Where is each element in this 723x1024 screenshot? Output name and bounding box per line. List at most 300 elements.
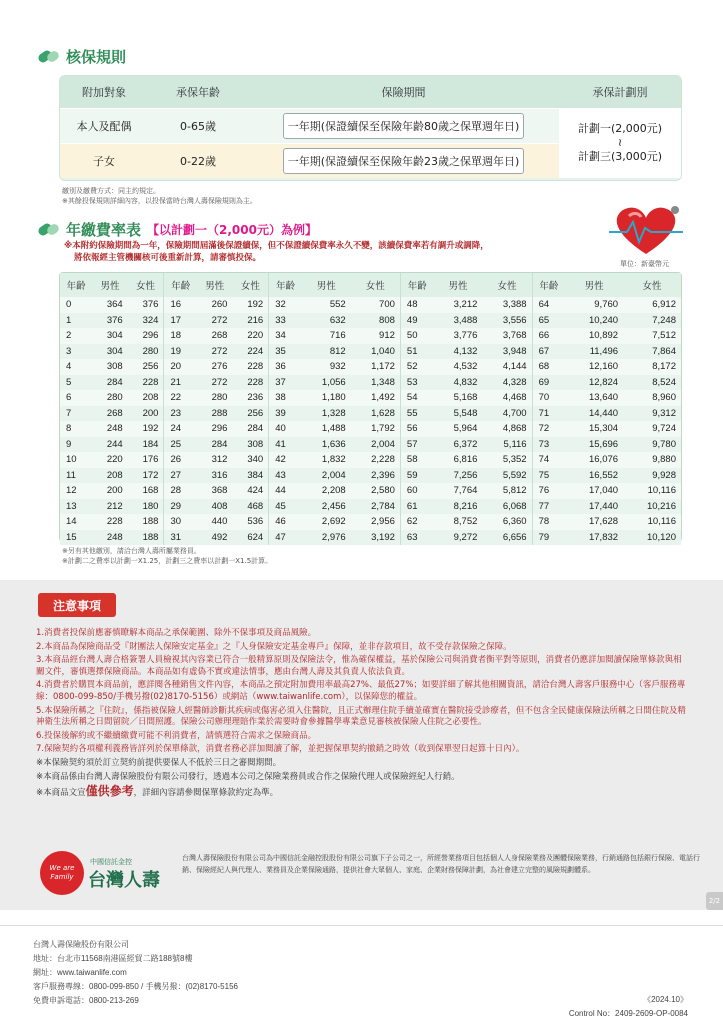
divider	[0, 925, 723, 926]
female-rate-cell: 172	[128, 468, 164, 484]
male-rate-cell: 10,240	[565, 313, 623, 329]
female-rate-cell: 7,512	[652, 330, 676, 342]
male-rate-cell: 268	[211, 330, 228, 342]
male-rate-cell: 11,496	[565, 344, 623, 360]
table-row	[60, 313, 681, 329]
female-rate-cell: 180	[128, 499, 164, 515]
female-rate-cell: 192	[142, 423, 159, 435]
period-cell: 一年期(保證續保至保險年齡80歲之保單週年日)	[283, 113, 525, 139]
col-header: 年齡	[60, 273, 92, 297]
table-row	[60, 297, 681, 313]
male-rate-cell: 272	[197, 344, 232, 360]
age-cell: 76	[532, 483, 565, 499]
female-rate-cell: 6,656	[482, 530, 532, 546]
age-cell: 1	[60, 313, 92, 329]
age-cell: 46	[269, 514, 302, 530]
age-cell: 47	[269, 530, 302, 546]
male-rate-cell: 1,180	[321, 392, 346, 404]
male-rate-cell: 212	[92, 499, 127, 515]
female-rate-cell: 1,040	[351, 344, 401, 360]
female-rate-cell: 8,172	[652, 361, 676, 373]
female-rate-cell: 700	[379, 299, 395, 311]
age-cell: 9	[60, 437, 92, 453]
age-cell: 19	[164, 344, 197, 360]
male-rate-cell: 312	[211, 454, 228, 466]
notice-item: 1.消費者投保前應審慎瞭解本商品之承保範圍、除外不保事項及商品風險。	[36, 628, 317, 638]
male-rate-cell: 4,132	[434, 344, 483, 360]
female-rate-cell: 324	[128, 313, 164, 329]
male-rate-cell: 6,372	[434, 437, 483, 453]
male-rate-cell: 17,040	[588, 485, 619, 497]
female-rate-cell: 2,396	[351, 468, 401, 484]
col-header: 年齡	[269, 273, 302, 297]
female-rate-cell: 1,492	[371, 392, 395, 404]
age-cell: 10	[66, 454, 77, 466]
age-cell: 42	[269, 452, 302, 468]
female-rate-cell: 5,352	[502, 454, 527, 466]
notice-item: 6.投保後解約或不繼續繳費可能不利消費者，請慎選符合需求之保險商品。	[36, 730, 317, 741]
age-cell: 49	[400, 313, 433, 329]
male-rate-cell: 16,076	[588, 454, 619, 466]
male-rate-cell: 364	[106, 299, 123, 311]
col-header: 男性	[434, 273, 483, 297]
target-cell: 本人及配偶	[60, 108, 148, 143]
male-rate-cell: 272	[197, 375, 232, 391]
male-rate-cell: 17,440	[565, 499, 623, 515]
table-row	[60, 530, 681, 546]
female-rate-cell: 624	[232, 530, 268, 546]
period-cell: 一年期(保證續保至保險年齡23歲之保單週年日)	[283, 148, 525, 174]
age-cell: 66	[532, 328, 565, 344]
age-cell: 34	[269, 328, 302, 344]
col-header: 女性	[128, 273, 164, 297]
male-rate-cell: 14,440	[565, 406, 623, 422]
female-rate-cell: 10,116	[647, 485, 676, 497]
female-rate-cell: 340	[247, 454, 264, 466]
plan-line: 計劃一(2,000元)	[577, 122, 663, 136]
male-rate-cell: 2,692	[321, 516, 346, 528]
age-cell: 35	[269, 344, 302, 360]
male-rate-cell: 4,532	[453, 361, 478, 373]
rules-notes: 繳別及繳費方式：同主約規定。 ※其餘投保規則詳細內容，以投保當時台灣人壽保險規則為主。	[62, 187, 257, 205]
male-rate-cell: 9,760	[594, 299, 619, 311]
age-cell: 23	[164, 406, 197, 422]
female-rate-cell: 296	[142, 330, 159, 342]
age-cell: 56	[400, 421, 433, 437]
age-cell: 12	[66, 485, 77, 497]
notice-reference: ※本商品文宣僅供參考，詳細內容請參閱保單條款約定為準。	[36, 784, 279, 799]
age-cell: 59	[400, 468, 433, 484]
female-rate-cell: 536	[247, 516, 264, 528]
age-cell: 60	[400, 483, 433, 499]
male-rate-cell: 284	[92, 375, 127, 391]
male-rate-cell: 492	[197, 530, 232, 546]
age-cell: 32	[269, 297, 302, 313]
table-row	[60, 108, 681, 143]
female-rate-cell: 1,628	[351, 406, 401, 422]
male-rate-cell: 276	[211, 361, 228, 373]
male-rate-cell: 632	[302, 313, 351, 329]
age-cell: 69	[532, 375, 565, 391]
age-cell: 77	[532, 499, 565, 515]
female-rate-cell: 228	[128, 375, 164, 391]
female-rate-cell: 10,216	[623, 499, 681, 515]
female-rate-cell: 208	[142, 392, 159, 404]
brand-name: 台灣人壽	[88, 870, 160, 891]
table-row	[60, 437, 681, 453]
section-title-premium: 年繳費率表 【以計劃一（2,000元）為例】	[36, 219, 317, 240]
age-cell: 24	[164, 421, 197, 437]
table-row	[60, 483, 681, 499]
unit-label: 單位：新臺幣元	[620, 260, 669, 268]
female-rate-cell: 308	[232, 437, 268, 453]
age-cell: 0-65歲	[148, 108, 248, 143]
col-header: 女性	[623, 273, 681, 297]
age-cell: 52	[400, 359, 433, 375]
brand-badge-icon: We are Family	[40, 851, 84, 895]
table-row	[60, 406, 681, 422]
underwriting-rules-table	[59, 75, 682, 181]
age-cell: 15	[60, 530, 92, 546]
premium-notes: ※另有其他繳別，請洽台灣人壽所屬業務員。 ※計劃二之費率以計劃一X1.25，計劃三之費率以計劃一X1.5計算。	[62, 547, 273, 565]
notice-item: 7.保險契約各項權利義務皆詳列於保單條款，消費者務必詳加閱讀了解，並把握保單契約撤銷之時效（收到保單翌日起算十日內）。	[36, 744, 525, 755]
female-rate-cell: 176	[142, 454, 159, 466]
age-cell: 0-22歲	[148, 143, 248, 178]
age-cell: 36	[269, 359, 302, 375]
col-header: 男性	[565, 273, 623, 297]
male-rate-cell: 7,256	[434, 468, 483, 484]
age-cell: 39	[269, 406, 302, 422]
col-header: 女性	[482, 273, 532, 297]
age-cell: 3	[60, 344, 92, 360]
female-rate-cell: 384	[232, 468, 268, 484]
male-rate-cell: 272	[197, 313, 232, 329]
table-row	[60, 375, 681, 391]
age-cell: 54	[400, 390, 433, 406]
age-cell: 6	[66, 392, 72, 404]
male-rate-cell: 16,552	[565, 468, 623, 484]
male-rate-cell: 268	[92, 406, 127, 422]
male-rate-cell: 376	[92, 313, 127, 329]
male-rate-cell: 3,488	[434, 313, 483, 329]
col-header: 男性	[197, 273, 232, 297]
age-cell: 41	[269, 437, 302, 453]
male-rate-cell: 8,752	[453, 516, 478, 528]
footer-date: 《2024.10》	[643, 995, 688, 1004]
male-rate-cell: 296	[211, 423, 228, 435]
age-cell: 16	[164, 297, 197, 313]
female-rate-cell: 7,248	[623, 313, 681, 329]
female-rate-cell: 8,960	[652, 392, 676, 404]
male-rate-cell: 3,212	[453, 299, 478, 311]
table-row	[60, 421, 681, 437]
table-row	[60, 499, 681, 515]
female-rate-cell: 6,912	[652, 299, 676, 311]
age-cell: 26	[164, 452, 197, 468]
male-rate-cell: 716	[329, 330, 346, 342]
plan-line: 計劃三(3,000元)	[577, 150, 663, 164]
col-header: 女性	[232, 273, 268, 297]
age-cell: 79	[532, 530, 565, 546]
male-rate-cell: 12,824	[565, 375, 623, 391]
male-rate-cell: 4,832	[434, 375, 483, 391]
male-rate-cell: 13,640	[588, 392, 619, 404]
male-rate-cell: 280	[211, 392, 228, 404]
section-title-underwriting: 核保規則	[36, 46, 126, 67]
age-cell: 11	[60, 468, 92, 484]
male-rate-cell: 15,696	[565, 437, 623, 453]
male-rate-cell: 2,976	[302, 530, 351, 546]
age-cell: 74	[532, 452, 565, 468]
female-rate-cell: 9,928	[623, 468, 681, 484]
female-rate-cell: 4,144	[502, 361, 527, 373]
age-cell: 63	[400, 530, 433, 546]
male-rate-cell: 288	[197, 406, 232, 422]
female-rate-cell: 188	[142, 516, 159, 528]
age-cell: 55	[400, 406, 433, 422]
male-rate-cell: 316	[197, 468, 232, 484]
col-header: 承保計劃別	[559, 76, 681, 108]
table-row	[60, 468, 681, 484]
male-rate-cell: 440	[211, 516, 228, 528]
section-subtitle: 【以計劃一（2,000元）為例】	[147, 223, 317, 237]
notice-tag: 注意事項	[38, 593, 116, 617]
notice-extra: ※本保險契約須於訂立契約前提供要保人不低於三日之審閱期間。	[36, 757, 282, 768]
notice-item: 2.本商品為保險商品受『財團法人保險安定基金』之『人身保險安定基金專戶』保障，並非存款項目，故不受存款保險之保障。	[36, 641, 512, 652]
male-rate-cell: 200	[106, 485, 123, 497]
age-cell: 29	[164, 499, 197, 515]
female-rate-cell: 4,868	[502, 423, 527, 435]
female-rate-cell: 224	[232, 344, 268, 360]
female-rate-cell: 468	[232, 499, 268, 515]
male-rate-cell: 260	[211, 299, 228, 311]
female-rate-cell: 4,328	[482, 375, 532, 391]
male-rate-cell: 1,328	[302, 406, 351, 422]
age-cell: 33	[269, 313, 302, 329]
male-rate-cell: 244	[92, 437, 127, 453]
plan-line: ≀	[617, 136, 623, 150]
female-rate-cell: 9,312	[623, 406, 681, 422]
male-rate-cell: 1,488	[321, 423, 346, 435]
footer-info: 台灣人壽保險股份有限公司 地址：台北市11568南港區經貿二路188號8樓 網址：www.taiwanlife.com 客戶服務專線：0800-099-850 / 手機另撥：(02)8170-5156 免費申訴電話：0800-213-269	[33, 940, 238, 1005]
male-rate-cell: 17,832	[565, 530, 623, 546]
age-cell: 0	[66, 299, 72, 311]
age-cell: 44	[269, 483, 302, 499]
age-cell: 30	[164, 514, 197, 530]
male-rate-cell: 8,216	[434, 499, 483, 515]
age-cell: 67	[532, 344, 565, 360]
age-cell: 25	[164, 437, 197, 453]
age-cell: 37	[269, 375, 302, 391]
female-rate-cell: 3,192	[351, 530, 401, 546]
capsule-icon	[36, 48, 62, 66]
age-cell: 13	[60, 499, 92, 515]
female-rate-cell: 1,172	[371, 361, 395, 373]
female-rate-cell: 424	[247, 485, 264, 497]
male-rate-cell: 248	[92, 530, 127, 546]
female-rate-cell: 168	[142, 485, 159, 497]
page-marker: 2/2	[706, 892, 723, 910]
male-rate-cell: 5,168	[453, 392, 478, 404]
age-cell: 72	[532, 421, 565, 437]
age-cell: 22	[164, 390, 197, 406]
female-rate-cell: 2,956	[371, 516, 395, 528]
age-cell: 5	[60, 375, 92, 391]
premium-rate-table	[59, 272, 682, 542]
male-rate-cell: 2,208	[321, 485, 346, 497]
notice-list	[36, 628, 690, 802]
target-cell: 子女	[60, 143, 148, 178]
age-cell: 73	[532, 437, 565, 453]
female-rate-cell: 236	[247, 392, 264, 404]
female-rate-cell: 228	[232, 375, 268, 391]
female-rate-cell: 188	[128, 530, 164, 546]
notice-item: 4.消費者於購買本商品前，應詳閱各種銷售文件內容，本商品之預定附加費用率最高27%、最低27%；如要詳細了解其他相關資訊，請洽台灣人壽客戶服務中心（客戶服務專線：0800-099-850/手機另撥(02)8170-5156）或網站（www.taiwanlife.com），以保障您的權益。	[36, 680, 686, 702]
female-rate-cell: 5,116	[482, 437, 532, 453]
age-cell: 43	[269, 468, 302, 484]
female-rate-cell: 220	[247, 330, 264, 342]
col-header: 年齡	[164, 273, 197, 297]
male-rate-cell: 12,160	[588, 361, 619, 373]
age-cell: 7	[60, 406, 92, 422]
male-rate-cell: 304	[106, 330, 123, 342]
female-rate-cell: 6,360	[502, 516, 527, 528]
male-rate-cell: 208	[92, 468, 127, 484]
female-rate-cell: 5,812	[502, 485, 527, 497]
female-rate-cell: 3,388	[502, 299, 527, 311]
female-rate-cell: 912	[379, 330, 395, 342]
female-rate-cell: 3,948	[482, 344, 532, 360]
age-cell: 27	[164, 468, 197, 484]
notice-extra: ※本商品係由台灣人壽保險股份有限公司發行，透過本公司之保險業務員或合作之保險代理人或保險經紀人行銷。	[36, 771, 460, 782]
table-row	[60, 344, 681, 360]
age-cell: 61	[400, 499, 433, 515]
male-rate-cell: 552	[329, 299, 346, 311]
male-rate-cell: 308	[106, 361, 123, 373]
age-cell: 75	[532, 468, 565, 484]
table-row	[60, 452, 681, 468]
female-rate-cell: 284	[247, 423, 264, 435]
notice-item: 5.本保險所稱之『住院』，係指被保險人經醫師診斷其疾病或傷害必須入住醫院，且正式辦理住院手續並確實在醫院接受診療者，但不包含全民健康保險法所稱之日間住院及精神衛生法所稱之日間留院／日間照護。保險公司辦理理賠作業於需要時會參據醫學專業意見審核被保險人住院之必要性。	[36, 705, 686, 728]
male-rate-cell: 5,548	[434, 406, 483, 422]
age-cell: 20	[164, 359, 197, 375]
col-header: 保險期間	[248, 76, 559, 108]
female-rate-cell: 2,004	[351, 437, 401, 453]
female-rate-cell: 1,792	[371, 423, 395, 435]
male-rate-cell: 284	[197, 437, 232, 453]
female-rate-cell: 280	[128, 344, 164, 360]
male-rate-cell: 2,456	[302, 499, 351, 515]
female-rate-cell: 192	[247, 299, 264, 311]
male-rate-cell: 10,892	[588, 330, 619, 342]
col-header: 男性	[92, 273, 127, 297]
age-cell: 14	[66, 516, 77, 528]
male-rate-cell: 7,764	[453, 485, 478, 497]
age-cell: 51	[400, 344, 433, 360]
female-rate-cell: 376	[142, 299, 159, 311]
female-rate-cell: 2,784	[351, 499, 401, 515]
female-rate-cell: 184	[128, 437, 164, 453]
male-rate-cell: 1,056	[302, 375, 351, 391]
female-rate-cell: 256	[232, 406, 268, 422]
male-rate-cell: 280	[106, 392, 123, 404]
age-cell: 53	[400, 375, 433, 391]
female-rate-cell: 1,348	[351, 375, 401, 391]
female-rate-cell: 9,780	[623, 437, 681, 453]
female-rate-cell: 10,116	[647, 516, 676, 528]
male-rate-cell: 408	[197, 499, 232, 515]
footer-control-no: Control No：2409-2609-OP-0084	[568, 1009, 688, 1018]
female-rate-cell: 9,724	[652, 423, 676, 435]
premium-disclaimer: ※本附約保險期間為一年，保險期間屆滿後保證續保，但不保證續保費率永久不變，該續保費率若有調升或調降， 將依報經主管機關核可後重新計算，請審慎投保。	[64, 241, 489, 263]
brand-description: 台灣人壽保險股份有限公司為中國信託金融控股股份有限公司旗下子公司之一，所經營業務項目包括個人人身保險業務及團體保險業務，行銷通路包括銀行保險、電話行銷、保險經紀人與代理人、業務員及企業保險通路，提供社會大眾個人、家庭、企業財務保障計劃，為社會建立完整的風險規劃體系。	[182, 854, 700, 874]
male-rate-cell: 5,964	[453, 423, 478, 435]
age-cell: 71	[532, 406, 565, 422]
female-rate-cell: 3,556	[482, 313, 532, 329]
female-rate-cell: 3,768	[502, 330, 527, 342]
notice-item: 3.本商品經台灣人壽合格簽署人員檢視其內容業已符合一般精算原則及保險法令，惟為確保權益，基於保險公司與消費者衡平對等原則，消費者仍應詳加閱讀保險單條款與相關文件，審慎選擇保險商品。本商品如有虛偽不實或違法情事，應由台灣人壽及其負責人依法負責。	[36, 655, 682, 677]
male-rate-cell: 3,776	[453, 330, 478, 342]
age-cell: 58	[400, 452, 433, 468]
female-rate-cell: 2,228	[371, 454, 395, 466]
male-rate-cell: 932	[329, 361, 346, 373]
female-rate-cell: 9,880	[652, 454, 676, 466]
age-cell: 31	[164, 530, 197, 546]
female-rate-cell: 5,592	[482, 468, 532, 484]
age-cell: 21	[164, 375, 197, 391]
male-rate-cell: 368	[211, 485, 228, 497]
female-rate-cell: 200	[128, 406, 164, 422]
col-header: 女性	[351, 273, 401, 297]
age-cell: 64	[532, 297, 565, 313]
col-header: 附加對象	[60, 76, 148, 108]
male-rate-cell: 1,832	[321, 454, 346, 466]
female-rate-cell: 2,580	[371, 485, 395, 497]
age-cell: 18	[164, 328, 197, 344]
female-rate-cell: 8,524	[623, 375, 681, 391]
age-cell: 68	[532, 359, 565, 375]
male-rate-cell: 248	[106, 423, 123, 435]
table-row	[60, 359, 681, 375]
male-rate-cell: 15,304	[588, 423, 619, 435]
age-cell: 38	[269, 390, 302, 406]
age-cell: 78	[532, 514, 565, 530]
male-rate-cell: 2,004	[302, 468, 351, 484]
male-rate-cell: 6,816	[453, 454, 478, 466]
age-cell: 70	[532, 390, 565, 406]
male-rate-cell: 304	[92, 344, 127, 360]
male-rate-cell: 1,636	[302, 437, 351, 453]
age-cell: 4	[66, 361, 72, 373]
age-cell: 17	[164, 313, 197, 329]
age-cell: 8	[66, 423, 72, 435]
age-cell: 65	[532, 313, 565, 329]
female-rate-cell: 7,864	[623, 344, 681, 360]
male-rate-cell: 228	[106, 516, 123, 528]
male-rate-cell: 812	[302, 344, 351, 360]
plan-cell	[559, 108, 681, 178]
female-rate-cell: 808	[351, 313, 401, 329]
age-cell: 40	[269, 421, 302, 437]
col-header: 承保年齡	[148, 76, 248, 108]
female-rate-cell: 4,468	[502, 392, 527, 404]
male-rate-cell: 220	[106, 454, 123, 466]
table-row	[60, 514, 681, 530]
female-rate-cell: 228	[247, 361, 264, 373]
age-cell: 45	[269, 499, 302, 515]
col-header: 年齡	[400, 273, 433, 297]
male-rate-cell: 17,628	[588, 516, 619, 528]
